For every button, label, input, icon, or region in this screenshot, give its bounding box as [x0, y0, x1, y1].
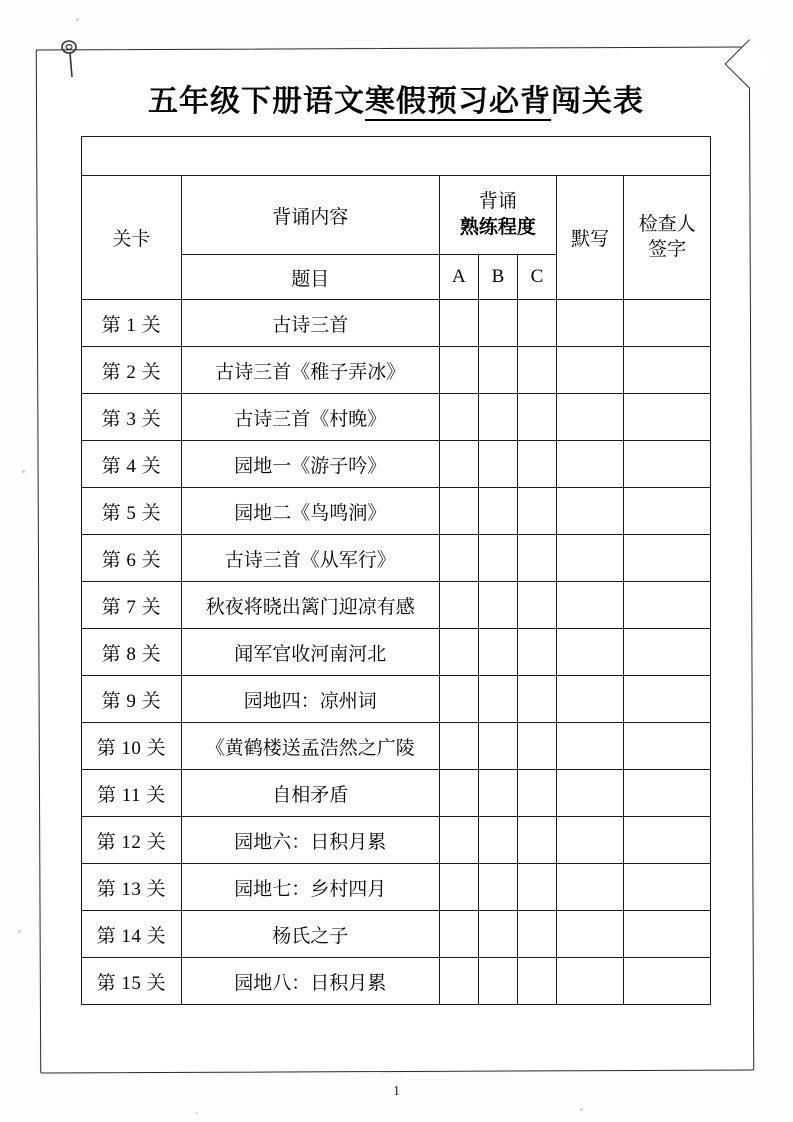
row-signature-cell[interactable]	[624, 958, 711, 1005]
document-body	[58, 62, 734, 1005]
row-grade-c-cell[interactable]	[517, 723, 556, 770]
table-row	[82, 488, 711, 535]
table-row	[82, 911, 711, 958]
row-grade-b-cell[interactable]	[478, 864, 517, 911]
row-grade-b-cell[interactable]	[478, 676, 517, 723]
row-item: 园地六：日积月累	[181, 817, 439, 864]
row-stage: 第 8 关	[82, 629, 182, 676]
table-row	[82, 676, 711, 723]
header-proficiency-line1: 背诵	[478, 191, 517, 213]
recitation-checklist-table	[81, 136, 711, 1005]
table-row	[82, 582, 711, 629]
row-grade-b-cell[interactable]	[478, 441, 517, 488]
table-row	[82, 723, 711, 770]
table-row	[82, 300, 711, 347]
row-dictation-cell[interactable]	[556, 911, 623, 958]
row-grade-c-cell[interactable]	[517, 347, 556, 394]
row-grade-c-cell[interactable]	[517, 394, 556, 441]
row-signature-cell[interactable]	[624, 864, 711, 911]
row-grade-a-cell[interactable]	[439, 629, 478, 676]
row-grade-b-cell[interactable]	[478, 300, 517, 347]
row-grade-a-cell[interactable]	[439, 394, 478, 441]
row-signature-cell[interactable]	[624, 723, 711, 770]
row-stage: 第 14 关	[82, 911, 182, 958]
row-signature-cell[interactable]	[624, 535, 711, 582]
row-item: 古诗三首	[181, 300, 439, 347]
row-grade-a-cell[interactable]	[439, 300, 478, 347]
row-grade-c-cell[interactable]	[517, 300, 556, 347]
page-title	[58, 76, 734, 120]
scan-speck	[580, 1108, 583, 1111]
row-grade-a-cell[interactable]	[439, 676, 478, 723]
row-grade-c-cell[interactable]	[517, 629, 556, 676]
row-item: 园地二《鸟鸣涧》	[181, 488, 439, 535]
table-row	[82, 441, 711, 488]
row-grade-b-cell[interactable]	[478, 770, 517, 817]
row-dictation-cell[interactable]	[556, 347, 623, 394]
row-stage: 第 4 关	[82, 441, 182, 488]
row-dictation-cell[interactable]	[556, 770, 623, 817]
header-grade-c: C	[517, 255, 556, 300]
title-underlined-part: 寒假预习必背	[365, 85, 551, 121]
row-signature-cell[interactable]	[624, 817, 711, 864]
row-dictation-cell[interactable]	[556, 488, 623, 535]
row-grade-c-cell[interactable]	[517, 864, 556, 911]
row-signature-cell[interactable]	[624, 629, 711, 676]
scan-speck	[18, 930, 21, 933]
row-stage: 第 2 关	[82, 347, 182, 394]
row-grade-a-cell[interactable]	[439, 958, 478, 1005]
header-stage: 关卡	[82, 176, 182, 300]
row-signature-cell[interactable]	[624, 770, 711, 817]
row-grade-a-cell[interactable]	[439, 723, 478, 770]
row-stage: 第 5 关	[82, 488, 182, 535]
row-item: 《黄鹤楼送孟浩然之广陵	[181, 723, 439, 770]
header-topic: 题目	[181, 255, 439, 300]
row-stage: 第 12 关	[82, 817, 182, 864]
header-proficiency-line2: 熟练程度	[459, 217, 536, 238]
row-stage: 第 6 关	[82, 535, 182, 582]
row-item: 古诗三首《村晚》	[181, 394, 439, 441]
table-row	[82, 770, 711, 817]
row-dictation-cell[interactable]	[556, 441, 623, 488]
table-row	[82, 958, 711, 1005]
row-dictation-cell[interactable]	[556, 582, 623, 629]
row-dictation-cell[interactable]	[556, 629, 623, 676]
row-stage: 第 11 关	[82, 770, 182, 817]
scan-speck	[22, 470, 25, 473]
row-stage: 第 13 关	[82, 864, 182, 911]
title-part-2: 闯关表	[551, 85, 644, 118]
row-grade-a-cell[interactable]	[439, 441, 478, 488]
row-grade-b-cell[interactable]	[478, 629, 517, 676]
row-grade-c-cell[interactable]	[517, 441, 556, 488]
table-row	[82, 394, 711, 441]
table-subtitle	[82, 137, 711, 176]
row-grade-c-cell[interactable]	[517, 535, 556, 582]
row-dictation-cell[interactable]	[556, 676, 623, 723]
row-stage: 第 3 关	[82, 394, 182, 441]
row-grade-c-cell[interactable]	[517, 770, 556, 817]
header-grade-b: B	[478, 255, 517, 300]
row-stage: 第 10 关	[82, 723, 182, 770]
row-grade-a-cell[interactable]	[439, 582, 478, 629]
row-grade-b-cell[interactable]	[478, 488, 517, 535]
row-item: 园地一《游子吟》	[181, 441, 439, 488]
row-signature-cell[interactable]	[624, 488, 711, 535]
row-grade-c-cell[interactable]	[517, 958, 556, 1005]
row-grade-a-cell[interactable]	[439, 911, 478, 958]
row-signature-cell[interactable]	[624, 582, 711, 629]
row-signature-cell[interactable]	[624, 394, 711, 441]
row-grade-b-cell[interactable]	[478, 817, 517, 864]
header-dictation: 默写	[556, 176, 623, 300]
scan-speck	[196, 1112, 198, 1114]
row-dictation-cell[interactable]	[556, 300, 623, 347]
row-grade-b-cell[interactable]	[478, 958, 517, 1005]
row-grade-b-cell[interactable]	[478, 911, 517, 958]
row-item: 古诗三首《稚子弄冰》	[181, 347, 439, 394]
row-grade-b-cell[interactable]	[478, 535, 517, 582]
row-stage: 第 1 关	[82, 300, 182, 347]
page-number: 1	[393, 1084, 400, 1099]
row-grade-a-cell[interactable]	[439, 488, 478, 535]
header-checker-line2: 签字	[648, 238, 687, 260]
row-item: 古诗三首《从军行》	[181, 535, 439, 582]
row-grade-a-cell[interactable]	[439, 535, 478, 582]
header-grade-a: A	[439, 255, 478, 300]
row-item: 园地七：乡村四月	[181, 864, 439, 911]
row-item: 秋夜将晓出篱门迎凉有感	[181, 582, 439, 629]
row-dictation-cell[interactable]	[556, 394, 623, 441]
table-row	[82, 347, 711, 394]
row-grade-c-cell[interactable]	[517, 817, 556, 864]
table-row	[82, 817, 711, 864]
row-stage: 第 9 关	[82, 676, 182, 723]
row-grade-a-cell[interactable]	[439, 770, 478, 817]
row-grade-b-cell[interactable]	[478, 582, 517, 629]
header-checker-line1: 检查人	[638, 213, 696, 235]
row-dictation-cell[interactable]	[556, 723, 623, 770]
row-dictation-cell[interactable]	[556, 817, 623, 864]
table-row	[82, 535, 711, 582]
row-item: 杨氏之子	[181, 911, 439, 958]
row-signature-cell[interactable]	[624, 300, 711, 347]
row-signature-cell[interactable]	[624, 911, 711, 958]
row-signature-cell[interactable]	[624, 347, 711, 394]
row-grade-a-cell[interactable]	[439, 347, 478, 394]
row-grade-c-cell[interactable]	[517, 582, 556, 629]
row-item: 闻军官收河南河北	[181, 629, 439, 676]
table-subtitle-row	[82, 137, 711, 176]
row-grade-a-cell[interactable]	[439, 864, 478, 911]
row-item: 园地八：日积月累	[181, 958, 439, 1005]
row-dictation-cell[interactable]	[556, 958, 623, 1005]
row-dictation-cell[interactable]	[556, 864, 623, 911]
row-grade-b-cell[interactable]	[478, 723, 517, 770]
header-content: 背诵内容	[181, 176, 439, 255]
row-grade-b-cell[interactable]	[478, 347, 517, 394]
table-row	[82, 629, 711, 676]
row-item: 园地四：凉州词	[181, 676, 439, 723]
row-grade-a-cell[interactable]	[439, 817, 478, 864]
header-proficiency	[439, 176, 556, 255]
header-checker-signature	[624, 176, 711, 300]
row-stage: 第 7 关	[82, 582, 182, 629]
title-part-1: 五年级下册语文	[148, 85, 365, 118]
row-signature-cell[interactable]	[624, 441, 711, 488]
row-grade-c-cell[interactable]	[517, 676, 556, 723]
row-stage: 第 15 关	[82, 958, 182, 1005]
row-signature-cell[interactable]	[624, 676, 711, 723]
row-grade-c-cell[interactable]	[517, 911, 556, 958]
row-grade-c-cell[interactable]	[517, 488, 556, 535]
table-row	[82, 864, 711, 911]
table-header-row-primary	[82, 176, 711, 255]
row-item: 自相矛盾	[181, 770, 439, 817]
row-dictation-cell[interactable]	[556, 535, 623, 582]
row-grade-b-cell[interactable]	[478, 394, 517, 441]
scan-speck	[76, 18, 79, 21]
